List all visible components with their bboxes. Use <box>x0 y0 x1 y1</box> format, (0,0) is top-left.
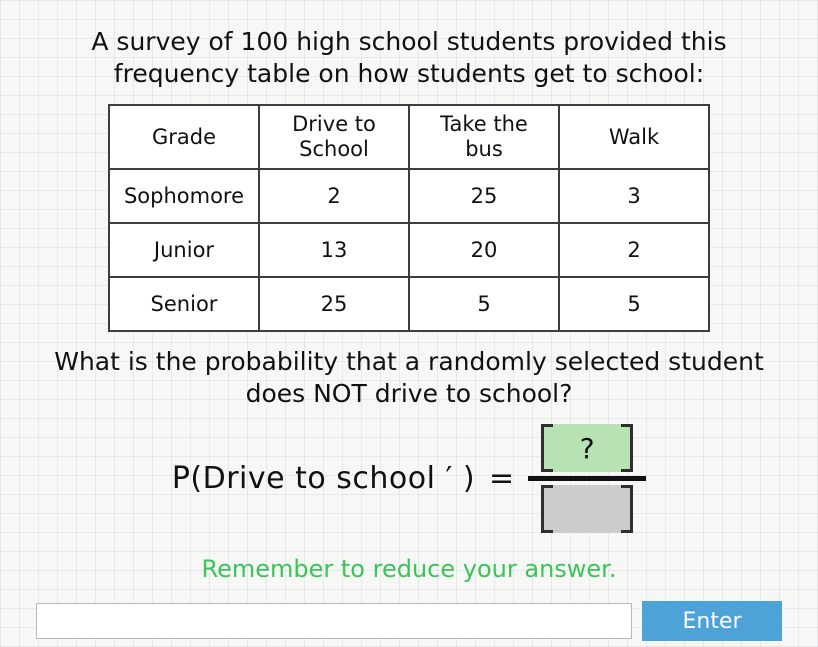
header-grade: Grade <box>109 105 259 169</box>
frequency-table <box>108 104 710 332</box>
question-line-1: What is the probability that a randomly selected student <box>54 347 764 376</box>
cell-grade: Sophomore <box>109 169 259 223</box>
cell-bus: 5 <box>409 277 559 331</box>
question-line-2: does NOT drive to school? <box>245 379 573 408</box>
frequency-table-wrapper <box>0 104 818 332</box>
table-header <box>109 105 709 169</box>
probability-expression <box>0 424 818 533</box>
equals-sign: = <box>489 461 515 496</box>
enter-button[interactable]: Enter <box>642 601 782 641</box>
table-row <box>109 223 709 277</box>
cell-drive: 13 <box>259 223 409 277</box>
cell-walk: 3 <box>559 169 709 223</box>
cell-grade: Senior <box>109 277 259 331</box>
cell-walk: 5 <box>559 277 709 331</box>
cell-drive: 2 <box>259 169 409 223</box>
cell-bus: 25 <box>409 169 559 223</box>
cell-drive: 25 <box>259 277 409 331</box>
header-drive-to-school: Drive to School <box>259 105 409 169</box>
fraction-denominator-box[interactable] <box>541 485 633 533</box>
expression-label: P(Drive to school ′ ) <box>171 461 476 496</box>
cell-bus: 20 <box>409 223 559 277</box>
table-body <box>109 169 709 331</box>
fraction-numerator-box[interactable]: ? <box>541 424 633 472</box>
header-take-the-bus: Take the bus <box>409 105 559 169</box>
answer-fraction <box>528 424 646 533</box>
cell-walk: 2 <box>559 223 709 277</box>
cell-grade: Junior <box>109 223 259 277</box>
reminder-text: Remember to reduce your answer. <box>201 555 617 583</box>
answer-row <box>0 601 818 641</box>
header-walk: Walk <box>559 105 709 169</box>
table-row <box>109 169 709 223</box>
prompt-line-1: A survey of 100 high school students provided this <box>91 27 727 56</box>
answer-input[interactable] <box>36 603 632 639</box>
table-row <box>109 277 709 331</box>
table-header-row <box>109 105 709 169</box>
prompt-text <box>0 0 818 90</box>
question-text <box>0 346 818 410</box>
prompt-line-2: frequency table on how students get to school: <box>113 59 705 88</box>
fraction-bar <box>528 476 646 481</box>
